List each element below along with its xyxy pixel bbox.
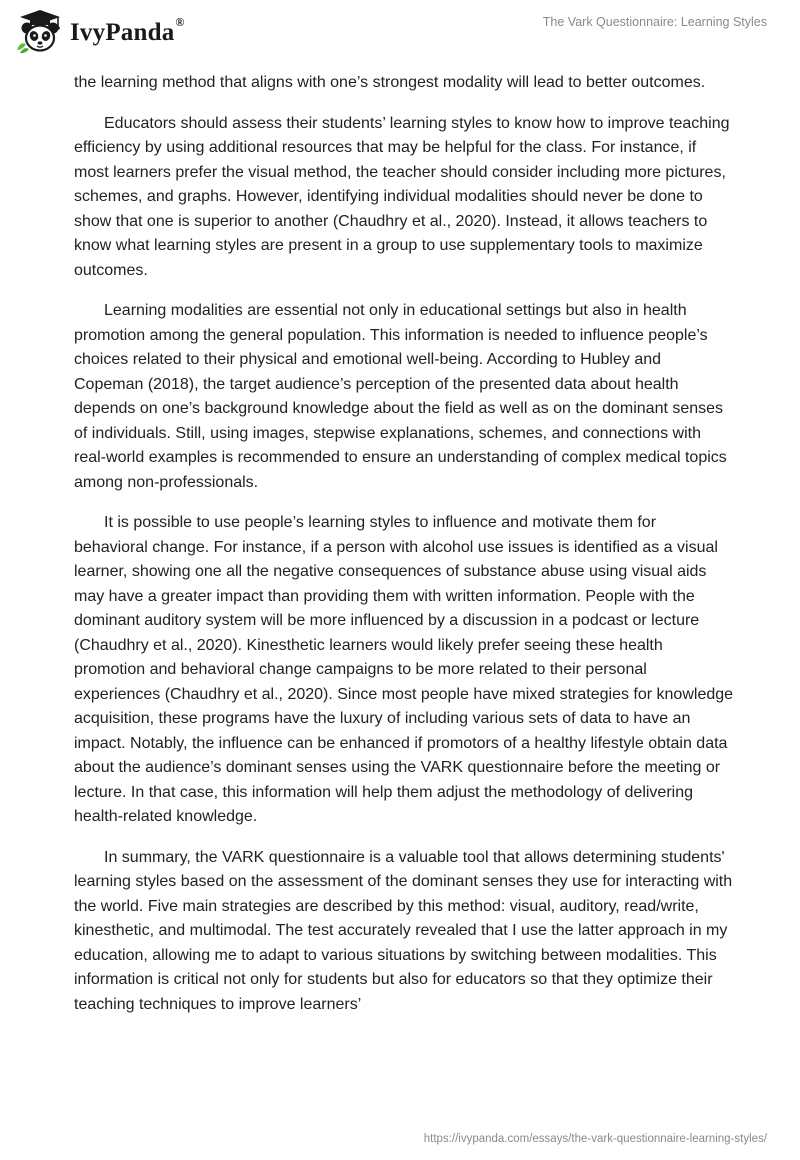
page-header xyxy=(0,0,800,70)
paragraph-4: It is possible to use people’s learning styles to influence and motivate them for behavioral change. For instance, if a person with alcohol use issues is identified as a visual learner, showing one all the negative consequences of substance abuse using visual aids may have a greater impact than providing them with written information. People with the dominant auditory system will be more influenced by a discussion in a podcast or lecture (Chaudhry et al., 2020). Kinesthetic learners would likely prefer seeing these health promotion and behavioral change campaigns to be more related to their personal experiences (Chaudhry et al., 2020). Since most people have mixed strategies for knowledge acquisition, these programs have the luxury of including various sets of data to have an impact. Notably, the influence can be enhanced if promotors of a healthy lifestyle obtain data about the audience’s dominant senses using the VARK questionnaire before the meeting or lecture. In that case, this information will help them adjust the methodology of delivering health-related knowledge. xyxy=(74,514,734,825)
registered-mark: ® xyxy=(175,15,185,29)
brand-name-text: IvyPanda xyxy=(70,19,175,46)
document-title: The Vark Questionnaire: Learning Styles xyxy=(542,15,767,29)
ivypanda-logo[interactable] xyxy=(14,8,185,54)
source-url-link[interactable]: https://ivypanda.com/essays/the-vark-questionnaire-learning-styles/ xyxy=(423,1133,767,1145)
panda-graduate-icon xyxy=(14,8,66,54)
essay-body xyxy=(74,71,734,1033)
paragraph-1: the learning method that aligns with one’s strongest modality will lead to better outcomes. xyxy=(74,74,706,91)
brand-name xyxy=(70,15,185,47)
paragraph-5: In summary, the VARK questionnaire is a valuable tool that allows determining students' learning styles based on the assessment of the dominant senses they use for interacting with the world. Five main strategies are described by this method: visual, auditory, read/write, kinesthetic, and multimodal. The test accurately revealed that I use the latter approach in my education, allowing me to adapt to various situations by switching between modalities. This information is critical not only for students but also for educators so that they optimize their teaching techniques to improve learners’ xyxy=(74,848,733,1013)
paragraph-3: Learning modalities are essential not only in educational settings but also in health promotion among the general population. This information is needed to influence people’s choices related to their physical and emotional well-being. According to Hubley and Copeman (2018), the target audience’s perception of the presented data about health depends on one’s background knowledge about the field as well as on the dominant senses of individuals. Still, using images, stepwise explanations, schemes, and connections with real-world examples is recommended to ensure an understanding of complex medical topics among non-professionals. xyxy=(74,302,727,491)
paragraph-2: Educators should assess their students’ learning styles to know how to improve teaching efficiency by using additional resources that may be helpful for the class. For instance, if most learners prefer the visual method, the teacher should consider including more pictures, schemes, and graphs. However, identifying individual modalities should never be done to show that one is superior to another (Chaudhry et al., 2020). Instead, it allows teachers to know what learning styles are present in a group to use supplementary tools to maximize outcomes. xyxy=(74,114,730,279)
